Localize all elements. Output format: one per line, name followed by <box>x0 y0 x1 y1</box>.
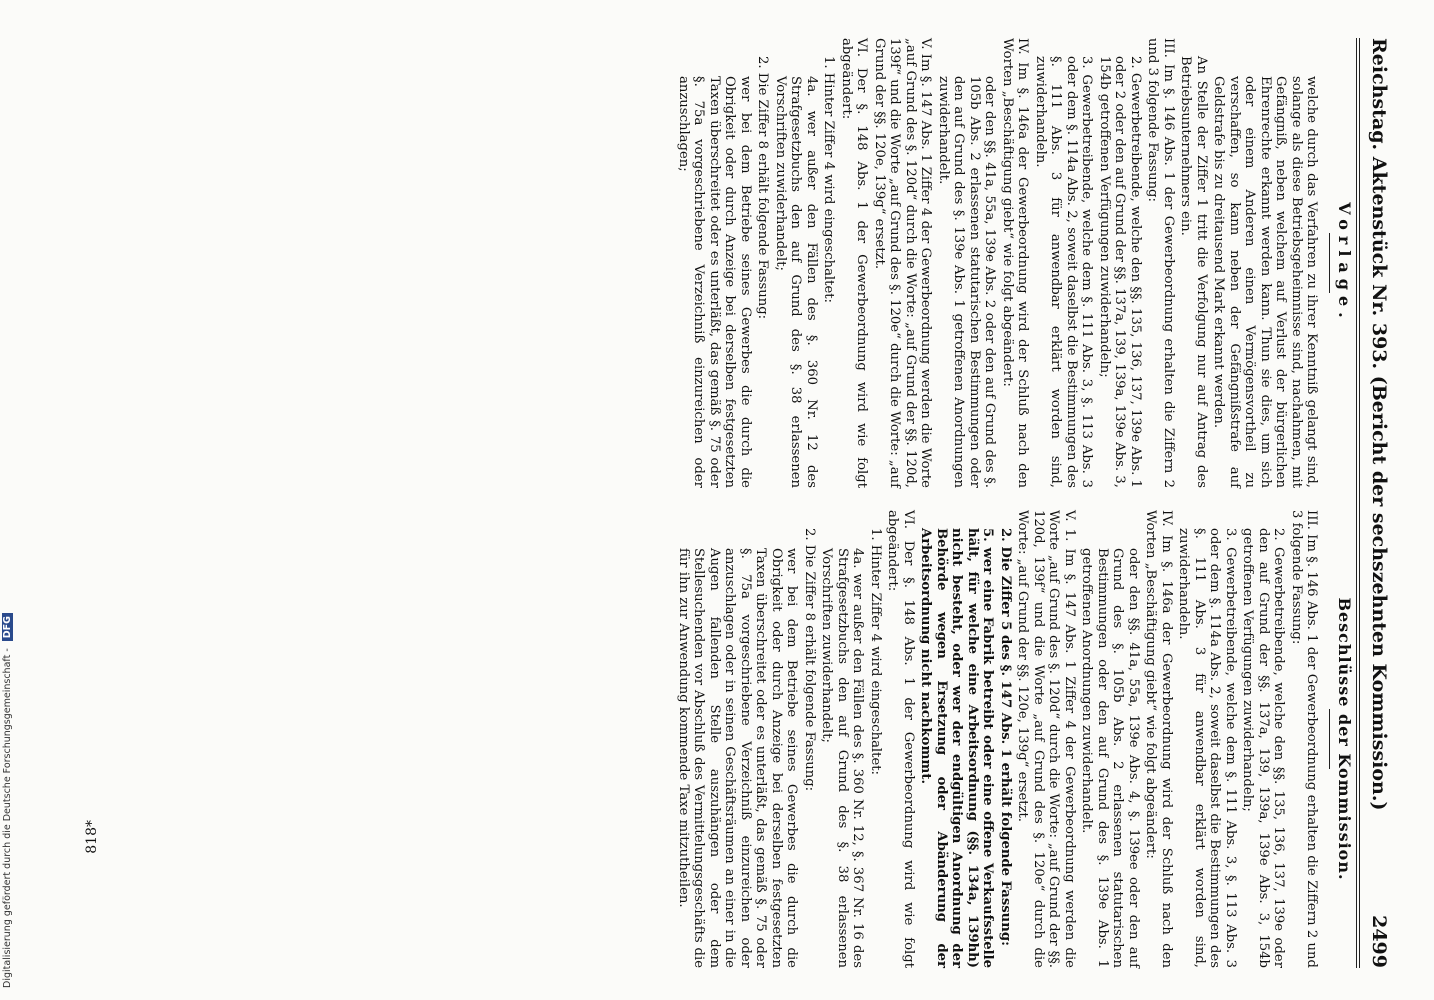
paragraph: An Stelle der Ziffer 1 tritt die Verfolgung nur auf Antrag des Betriebsunternehmers ein. <box>1178 56 1209 488</box>
header-rule-2 <box>1356 38 1357 968</box>
paragraph: 1. Hinter Ziffer 4 wird eingeschaltet: <box>821 56 837 303</box>
paragraph: 1. Hinter Ziffer 4 wird eingeschaltet: <box>868 528 883 775</box>
paragraph: 3. Gewerbetreibende, welche dem §. 111 Abs. 3, §. 113 Abs. 3 oder dem §. 114a Abs. 2, soweit daselbst die Bestimmungen des §. 111 Abs. 3 für anwendbar erklärt worden sind, zuwiderhandeln. <box>1033 56 1095 488</box>
title-rule <box>1330 709 1331 769</box>
dfg-logo: DFG <box>2 613 13 641</box>
right-column-title: Beschlüsse der Kommission. <box>1335 597 1354 881</box>
paragraph: wer bei dem Betriebe seines Gewerbes die durch die Obrigkeit oder durch Anzeige bei derselben festgesetzten Taxen überschreitet oder es unterläßt, das gemäß §. 75 oder §. 75a vorgeschriebene Verzeichniß einzureichen oder anzuschlagen; <box>676 76 753 488</box>
page-header <box>1360 38 1394 968</box>
left-column-vorlage <box>674 38 1355 488</box>
paragraph: IV. Im §. 146a der Gewerbeordnung wird der Schluß nach den Worten „Beschäftigung giebt“ wie folgt abgeändert: <box>1000 38 1031 488</box>
paragraph: VI. Der §. 148 Abs. 1 der Gewerbeordnung wird wie folgt abgeändert: <box>885 510 916 968</box>
paragraph: 3. Gewerbetreibende, welche dem §. 111 Abs. 3, §. 113 Abs. 3 oder dem §. 114a Abs. 2, soweit daselbst die Bestimmungen des §. 111 Abs. 3 für anwendbar erklärt worden sind, zuwiderhandeln. <box>1176 528 1238 968</box>
digitization-text: Digitalisierung gefördert durch die Deutsche Forschungsgemeinschaft - <box>2 648 13 988</box>
paragraph: 2. Die Ziffer 8 erhält folgende Fassung: <box>802 528 817 792</box>
paragraph: 2. Die Ziffer 5 des §. 147 Abs. 1 erhält folgende Fassung: <box>998 528 1013 946</box>
left-column-title: Vorlage. <box>1335 202 1354 324</box>
paragraph: 2. Die Ziffer 8 erhält folgende Fassung: <box>755 56 771 320</box>
paragraph: 4a. wer außer den Fällen des §. 360 Nr. 12 des Strafgesetzbuchs den auf Grund des §. 38 erlassenen Vorschriften zuwiderhandelt; <box>773 76 819 488</box>
paragraph: 4a. wer außer den Fällen des §. 360 Nr. 12, §. 367 Nr. 16 des Strafgesetzbuchs den auf Grund des §. 38 erlassenen Vorschriften zuwiderhandelt; <box>819 548 866 968</box>
paragraph: welche durch das Verfahren zu ihrer Kenntniß gelangt sind, solange als diese Betriebsgeheimnisse sind, nachahmen, mit Gefängniß, neben welchem auf Verlust der bürgerlichen Ehrenrechte erkannt werden kann. Thun sie dies, um sich oder einem Anderen einen Vermögensvortheil zu verschaffen, so kann neben der Gefängnißstrafe auf Geldstrafe bis zu dreitausend Mark erkannt werden. <box>1211 76 1320 488</box>
paragraph: wer bei dem Betriebe seines Gewerbes die durch die Obrigkeit oder durch Anzeige bei derselben festgesetzten Taxen überschreitet oder es unterläßt, das gemäß §. 75 oder §. 75a vorgeschriebene Verzeichniß einzureichen oder anzuschlagen oder in seinen Geschäftsräumen an einer in die Augen fallenden Stelle auszuhängen oder dem Stellesuchenden vor Abschluß des Vermittelungsgeschäfts die für ihn zur Anwendung kommende Taxe mitzutheilen. <box>676 548 800 968</box>
paragraph: V. 1. Im §. 147 Abs. 1 Ziffer 4 der Gewerbeordnung werden die Worte „auf Grund des §. 120d“ durch die Worte: „auf Grund der §§. 120d, 139f“ und die Worte „auf Grund des §. 120e“ durch die Worte: „auf Grund der §§. 120e, 139g“ ersetzt. <box>1015 510 1077 968</box>
paragraph: V. Im §. 147 Abs. 1 Ziffer 4 der Gewerbeordnung werden die Worte „auf Grund des §. 120d“ durch die Worte: „auf Grund der §§. 120d, 139f“ und die Worte „auf Grund des §. 120e“ durch die Worte: „auf Grund der §§. 120e, 139g“ ersetzt. <box>872 38 934 488</box>
title-rule <box>1330 233 1331 293</box>
digitization-notice <box>2 0 13 988</box>
paragraph: 2. Gewerbetreibende, welche den §§. 135, 136, 137, 139e oder den auf Grund der §§. 137a, 139, 139a, 139e Abs. 3, 154b getroffenen Verfügungen zuwiderhandeln; <box>1240 528 1287 968</box>
page-number: 2499 <box>1368 915 1390 968</box>
paragraph: III. Im §. 146 Abs. 1 der Gewerbeordnung erhalten die Ziffern 2 und 3 folgende Fassung: <box>1145 38 1176 488</box>
header-title: Reichstag. Aktenstück Nr. 393. (Bericht der sechszehnten Kommission.) <box>1368 38 1390 811</box>
paragraph: 5. wer eine Fabrik betreibt oder eine offene Verkaufsstelle hält, für welche eine Arbeitsordnung (§§. 134a, 139hh) nicht besteht, oder wer der endgültigen Anordnung der Behörde wegen Ersetzung oder Abänderung der Arbeitsordnung nicht nachkommt. <box>918 528 996 968</box>
paragraph: IV. Im §. 146a der Gewerbeordnung wird der Schluß nach den Worten „Beschäftigung giebt“ wie folgt abgeändert: <box>1143 510 1174 968</box>
paragraph: oder den §§. 41a, 55a, 139e Abs. 2 oder den auf Grund des §. 105b Abs. 2 erlassenen statutarischen Bestimmungen oder den auf Grund des §. 139e Abs. 1 getroffenen Anordnungen zuwiderhandelt. <box>936 76 998 488</box>
header-rule <box>1359 38 1360 968</box>
right-column-beschluesse <box>674 510 1355 968</box>
paragraph: VI. Der §. 148 Abs. 1 der Gewerbeordnung wird wie folgt abgeändert: <box>839 38 870 488</box>
paragraph: oder den §§. 41a, 55a, 139e Abs. 4, §. 139ee oder den auf Grund des §. 105b Abs. 2 erlassenen statutarischen Bestimmungen oder den auf Grund des §. 139e Abs. 1 getroffenen Anordnungen zuwiderhandelt. <box>1079 548 1141 968</box>
footer-page-mark: 818* <box>84 820 100 854</box>
paragraph: III. Im §. 146 Abs. 1 der Gewerbeordnung erhalten die Ziffern 2 und 3 folgende Fassung: <box>1289 510 1320 968</box>
paragraph: 2. Gewerbetreibende, welche den §§. 135, 136, 137, 139e Abs. 1 oder 2 oder den auf Grund der §§. 137a, 139, 139a, 139e Abs. 3, 154b getroffenen Verfügungen zuwiderhandeln; <box>1097 56 1143 488</box>
